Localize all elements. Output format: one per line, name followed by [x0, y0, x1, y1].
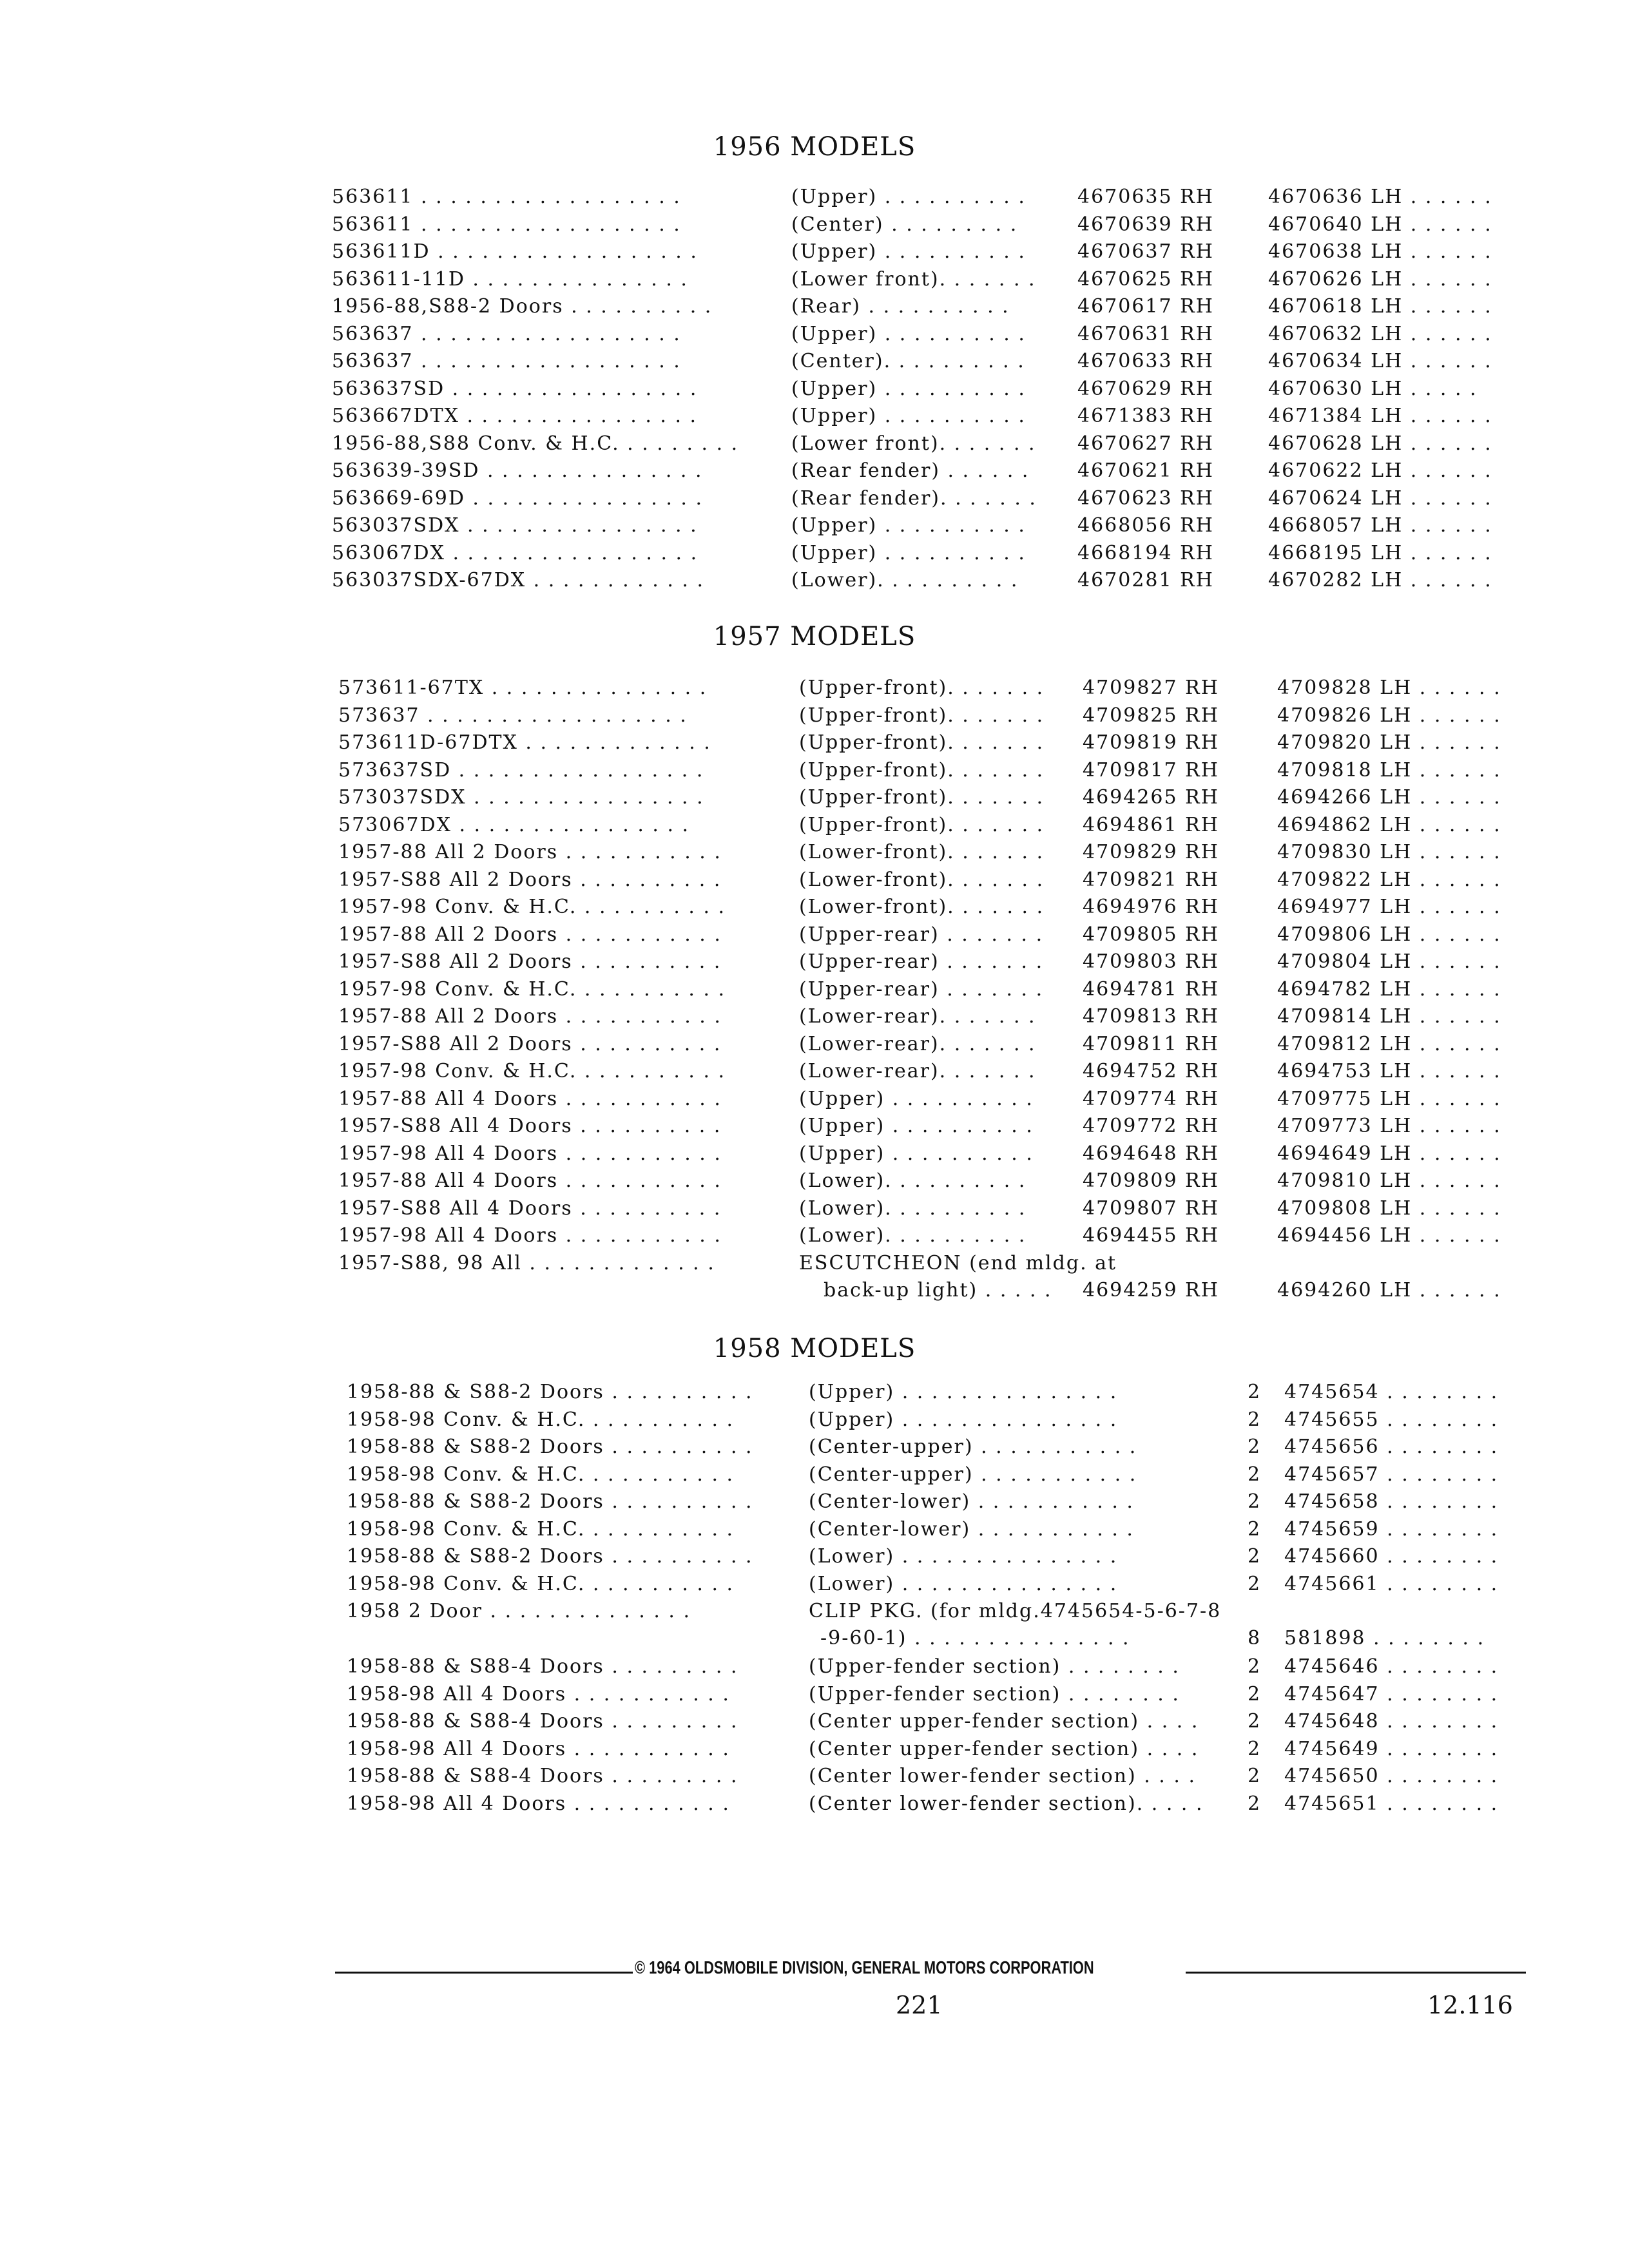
qty-cell: 2	[1248, 1463, 1262, 1486]
table-row	[0, 704, 1629, 732]
part-cell-continued: back-up light) . . . . .	[824, 1278, 1052, 1302]
model-cell: 1957-88 All 4 Doors . . . . . . . . . . .	[338, 1169, 722, 1192]
rh-cell: 4709803 RH	[1083, 950, 1219, 973]
part-cell: (Center) . . . . . . . . .	[791, 213, 1018, 236]
table-row	[0, 869, 1629, 896]
qty-cell: 8	[1248, 1627, 1262, 1649]
rh-cell: 4670639 RH	[1077, 213, 1214, 236]
lh-cell: 4670638 LH . . . . . .	[1268, 240, 1492, 263]
model-cell: 1957-S88 All 2 Doors . . . . . . . . . .	[338, 1032, 722, 1055]
table-row	[0, 1224, 1629, 1252]
model-cell: 1958-98 Conv. & H.C. . . . . . . . . . .	[347, 1572, 735, 1595]
table-row	[0, 786, 1629, 814]
lh-cell: 4670618 LH . . . . . .	[1268, 295, 1492, 318]
table-row	[0, 1060, 1629, 1088]
lh-cell: 4709818 LH . . . . . .	[1277, 758, 1501, 782]
model-cell: 1957-S88, 98 All . . . . . . . . . . . . .	[338, 1251, 715, 1274]
lh-cell: 4709828 LH . . . . . .	[1277, 677, 1501, 699]
qty-cell: 2	[1248, 1792, 1262, 1815]
part-cell: (Center upper-fender section) . . . .	[809, 1710, 1199, 1733]
part-cell: (Upper) . . . . . . . . . . . . . . .	[809, 1381, 1118, 1403]
model-cell: 1958-98 All 4 Doors . . . . . . . . . . .	[347, 1792, 730, 1815]
rh-cell: 4694648 RH	[1083, 1142, 1219, 1165]
part-cell: (Upper) . . . . . . . . . .	[791, 322, 1026, 345]
lh-cell: 4709808 LH . . . . . .	[1277, 1196, 1501, 1220]
section-code: 12.116	[1427, 1991, 1513, 2019]
table-row	[0, 1490, 1629, 1518]
model-cell: 1958 2 Door . . . . . . . . . . . . . .	[347, 1600, 691, 1622]
part-cell: ESCUTCHEON (end mldg. at	[799, 1251, 1117, 1274]
rh-cell: 4709821 RH	[1083, 868, 1219, 891]
qty-cell: 2	[1248, 1655, 1262, 1678]
lh-cell: 4709826 LH . . . . . .	[1277, 704, 1501, 727]
table-row	[0, 677, 1629, 704]
part-cell: (Upper-rear) . . . . . . .	[799, 977, 1044, 1001]
rh-cell: 4670631 RH	[1077, 322, 1214, 345]
lh-cell: 4709804 LH . . . . . .	[1277, 950, 1501, 973]
parts-table-1958	[0, 1381, 1629, 1820]
qty-cell: 2	[1248, 1408, 1262, 1431]
table-row	[0, 405, 1629, 432]
model-cell: 1958-98 All 4 Doors . . . . . . . . . . .	[347, 1682, 730, 1706]
table-row	[0, 432, 1629, 460]
model-cell: 1958-88 & S88-2 Doors . . . . . . . . . .	[347, 1436, 753, 1458]
parts-table-1957	[0, 677, 1629, 1307]
lh-cell: 4668195 LH . . . . . .	[1268, 541, 1492, 564]
model-cell: 1957-88 All 2 Doors . . . . . . . . . . .	[338, 841, 722, 863]
part-cell: (Lower-front). . . . . . .	[799, 896, 1045, 918]
model-cell: 1957-S88 All 2 Doors . . . . . . . . . .	[338, 950, 722, 973]
part-cell: (Upper-front). . . . . . .	[799, 677, 1045, 699]
part-cell: (Upper-front). . . . . . .	[799, 786, 1045, 809]
lh-cell: 4709814 LH . . . . . .	[1277, 1005, 1501, 1028]
rh-cell: 4709825 RH	[1083, 704, 1219, 727]
table-row	[0, 323, 1629, 351]
part-cell: (Rear fender) . . . . . .	[791, 459, 1030, 482]
footer-copyright: © 1964 OLDSMOBILE DIVISION, GENERAL MOTORS CORPORATION	[635, 1957, 1094, 1977]
model-cell: 1957-88 All 4 Doors . . . . . . . . . . .	[338, 1087, 722, 1110]
table-row	[0, 1738, 1629, 1765]
model-cell: 1957-S88 All 4 Doors . . . . . . . . . .	[338, 1196, 722, 1220]
part-cell: (Lower). . . . . . . . . .	[791, 569, 1019, 591]
table-row	[0, 1683, 1629, 1711]
qty-cell: 2	[1248, 1765, 1262, 1787]
rh-cell: 4709809 RH	[1083, 1169, 1219, 1192]
lh-cell: 4668057 LH . . . . . .	[1268, 514, 1492, 537]
part-cell: (Upper-rear) . . . . . . .	[799, 923, 1044, 946]
rh-cell: 4709811 RH	[1083, 1032, 1219, 1055]
num-cell: 4745655 . . . . . . . .	[1284, 1408, 1499, 1431]
part-cell: (Upper-front). . . . . . .	[799, 813, 1045, 836]
qty-cell: 2	[1248, 1737, 1262, 1760]
rh-cell: 4709827 RH	[1083, 677, 1219, 699]
part-cell: (Lower front). . . . . . .	[791, 432, 1036, 455]
table-row	[0, 1088, 1629, 1115]
rh-cell: 4709774 RH	[1083, 1087, 1219, 1110]
part-cell: (Upper) . . . . . . . . . .	[791, 541, 1026, 564]
footer-rule-right	[1186, 1972, 1526, 1974]
num-cell: 4745651 . . . . . . . .	[1284, 1792, 1499, 1815]
table-row	[0, 1408, 1629, 1436]
num-cell: 4745658 . . . . . . . .	[1284, 1490, 1499, 1513]
model-cell: 1957-98 Conv. & H.C. . . . . . . . . . .	[338, 1060, 726, 1082]
part-cell: (Upper) . . . . . . . . . .	[791, 405, 1026, 427]
part-cell: (Center-lower) . . . . . . . . . . .	[809, 1490, 1134, 1513]
model-cell: 563611-11D . . . . . . . . . . . . . . .	[332, 267, 688, 291]
lh-cell: 4670624 LH . . . . . .	[1268, 486, 1492, 510]
lh-cell: 4709830 LH . . . . . .	[1277, 841, 1501, 863]
lh-cell: 4670632 LH . . . . . .	[1268, 322, 1492, 345]
rh-cell: 4670621 RH	[1077, 459, 1214, 482]
table-row	[0, 1169, 1629, 1197]
part-cell: (Lower). . . . . . . . . .	[799, 1196, 1027, 1220]
table-row	[0, 378, 1629, 405]
table-row	[0, 1436, 1629, 1463]
table-row	[0, 1518, 1629, 1546]
rh-cell: 4694259 RH	[1083, 1278, 1219, 1302]
lh-cell: 4709773 LH . . . . . .	[1277, 1115, 1501, 1137]
part-cell: (Upper) . . . . . . . . . . . . . . .	[809, 1408, 1118, 1431]
num-cell: 4745647 . . . . . . . .	[1284, 1682, 1499, 1706]
lh-cell: 4694649 LH . . . . . .	[1277, 1142, 1501, 1165]
num-cell: 4745648 . . . . . . . .	[1284, 1710, 1499, 1733]
table-row	[0, 1252, 1629, 1307]
table-row	[0, 1792, 1629, 1820]
qty-cell: 2	[1248, 1710, 1262, 1733]
num-cell: 4745656 . . . . . . . .	[1284, 1436, 1499, 1458]
table-row	[0, 923, 1629, 951]
model-cell: 1958-88 & S88-2 Doors . . . . . . . . . .	[347, 1545, 753, 1568]
part-cell: CLIP PKG. (for mldg.4745654-5-6-7-8	[809, 1600, 1222, 1622]
table-row	[0, 295, 1629, 323]
model-cell: 1958-98 Conv. & H.C. . . . . . . . . . .	[347, 1408, 735, 1431]
model-cell: 573637 . . . . . . . . . . . . . . . . . .	[338, 704, 688, 727]
part-cell: (Upper-fender section) . . . . . . . .	[809, 1655, 1180, 1678]
num-cell: 4745650 . . . . . . . .	[1284, 1765, 1499, 1787]
part-cell: (Rear) . . . . . . . . . .	[791, 295, 1010, 318]
qty-cell: 2	[1248, 1517, 1262, 1541]
model-cell: 573611D-67DTX . . . . . . . . . . . . .	[338, 731, 711, 754]
table-row	[0, 950, 1629, 978]
part-cell: (Center-upper) . . . . . . . . . . .	[809, 1463, 1137, 1486]
part-cell: (Upper) . . . . . . . . . .	[799, 1087, 1034, 1110]
num-cell: 4745659 . . . . . . . .	[1284, 1517, 1499, 1541]
model-cell: 1957-98 All 4 Doors . . . . . . . . . . .	[338, 1224, 722, 1247]
num-cell: 581898 . . . . . . . .	[1284, 1627, 1485, 1649]
model-cell: 563667DTX . . . . . . . . . . . . . . . .	[332, 405, 698, 427]
model-cell: 1957-S88 All 4 Doors . . . . . . . . . .	[338, 1115, 722, 1137]
model-cell: 573037SDX . . . . . . . . . . . . . . . .	[338, 786, 704, 809]
model-cell: 563637SD . . . . . . . . . . . . . . . . .	[332, 377, 698, 400]
part-cell: (Center-upper) . . . . . . . . . . .	[809, 1436, 1137, 1458]
rh-cell: 4670635 RH	[1077, 186, 1214, 208]
part-cell: (Center-lower) . . . . . . . . . . .	[809, 1517, 1134, 1541]
lh-cell: 4709810 LH . . . . . .	[1277, 1169, 1501, 1192]
model-cell: 563611 . . . . . . . . . . . . . . . . . .	[332, 186, 681, 208]
section-title-1956: 1956 MODELS	[713, 132, 916, 162]
qty-cell: 2	[1248, 1572, 1262, 1595]
rh-cell: 4668194 RH	[1077, 541, 1214, 564]
lh-cell: 4694753 LH . . . . . .	[1277, 1060, 1501, 1082]
table-row	[0, 1573, 1629, 1600]
qty-cell: 2	[1248, 1436, 1262, 1458]
rh-cell: 4694976 RH	[1083, 896, 1219, 918]
table-row	[0, 731, 1629, 759]
lh-cell: 4670622 LH . . . . . .	[1268, 459, 1492, 482]
lh-cell: 4694266 LH . . . . . .	[1277, 786, 1501, 809]
table-row	[0, 1545, 1629, 1573]
lh-cell: 4670628 LH . . . . . .	[1268, 432, 1492, 455]
table-row	[0, 542, 1629, 570]
lh-cell: 4709812 LH . . . . . .	[1277, 1032, 1501, 1055]
part-cell: (Upper) . . . . . . . . . .	[791, 377, 1026, 400]
rh-cell: 4670637 RH	[1077, 240, 1214, 263]
part-cell: (Upper) . . . . . . . . . .	[791, 514, 1026, 537]
num-cell: 4745661 . . . . . . . .	[1284, 1572, 1499, 1595]
table-row	[0, 186, 1629, 213]
part-cell: (Rear fender). . . . . . .	[791, 486, 1037, 510]
qty-cell: 2	[1248, 1545, 1262, 1568]
rh-cell: 4668056 RH	[1077, 514, 1214, 537]
section-title-1957: 1957 MODELS	[713, 622, 916, 651]
part-cell: (Upper) . . . . . . . . . .	[791, 240, 1026, 263]
rh-cell: 4670617 RH	[1077, 295, 1214, 318]
table-row	[0, 1765, 1629, 1792]
part-cell: (Center lower-fender section). . . . .	[809, 1792, 1204, 1815]
model-cell: 563639-39SD . . . . . . . . . . . . . . .	[332, 459, 703, 482]
rh-cell: 4709772 RH	[1083, 1115, 1219, 1137]
model-cell: 1957-S88 All 2 Doors . . . . . . . . . .	[338, 868, 722, 891]
lh-cell: 4709822 LH . . . . . .	[1277, 868, 1501, 891]
rh-cell: 4694861 RH	[1083, 813, 1219, 836]
lh-cell: 4694862 LH . . . . . .	[1277, 813, 1501, 836]
model-cell: 563637 . . . . . . . . . . . . . . . . . .	[332, 322, 681, 345]
part-cell-continued: -9-60-1) . . . . . . . . . . . . . . .	[820, 1627, 1130, 1649]
page-number: 221	[896, 1991, 943, 2019]
num-cell: 4745649 . . . . . . . .	[1284, 1737, 1499, 1760]
rh-cell: 4709829 RH	[1083, 841, 1219, 863]
qty-cell: 2	[1248, 1381, 1262, 1403]
num-cell: 4745646 . . . . . . . .	[1284, 1655, 1499, 1678]
table-row	[0, 459, 1629, 487]
lh-cell: 4670636 LH . . . . . .	[1268, 186, 1492, 208]
table-row	[0, 1197, 1629, 1225]
model-cell: 563669-69D . . . . . . . . . . . . . . . .	[332, 486, 704, 510]
model-cell: 1956-88,S88-2 Doors . . . . . . . . . .	[332, 295, 713, 318]
rh-cell: 4709807 RH	[1083, 1196, 1219, 1220]
rh-cell: 4670633 RH	[1077, 350, 1214, 372]
num-cell: 4745660 . . . . . . . .	[1284, 1545, 1499, 1568]
qty-cell: 2	[1248, 1490, 1262, 1513]
rh-cell: 4670281 RH	[1077, 569, 1214, 591]
part-cell: (Upper) . . . . . . . . . .	[791, 186, 1026, 208]
lh-cell: 4670640 LH . . . . . .	[1268, 213, 1492, 236]
lh-cell: 4670626 LH . . . . . .	[1268, 267, 1492, 291]
rh-cell: 4709813 RH	[1083, 1005, 1219, 1028]
model-cell: 573637SD . . . . . . . . . . . . . . . . .	[338, 758, 704, 782]
table-row	[0, 1463, 1629, 1491]
part-cell: (Lower front). . . . . . .	[791, 267, 1036, 291]
table-row	[0, 213, 1629, 241]
section-title-1958: 1958 MODELS	[713, 1334, 916, 1363]
table-row	[0, 1710, 1629, 1738]
rh-cell: 4671383 RH	[1077, 405, 1214, 427]
qty-cell: 2	[1248, 1682, 1262, 1706]
model-cell: 573067DX . . . . . . . . . . . . . . . .	[338, 813, 690, 836]
model-cell: 563611D . . . . . . . . . . . . . . . . . .	[332, 240, 698, 263]
table-row	[0, 350, 1629, 378]
part-cell: (Upper-front). . . . . . .	[799, 731, 1045, 754]
part-cell: (Upper) . . . . . . . . . .	[799, 1115, 1034, 1137]
table-row	[0, 569, 1629, 597]
model-cell: 1958-88 & S88-4 Doors . . . . . . . . .	[347, 1655, 738, 1678]
lh-cell: 4694782 LH . . . . . .	[1277, 977, 1501, 1001]
part-cell: (Lower) . . . . . . . . . . . . . . .	[809, 1572, 1118, 1595]
part-cell: (Center). . . . . . . . . .	[791, 350, 1025, 372]
part-cell: (Lower-front). . . . . . .	[799, 841, 1045, 863]
part-cell: (Upper-fender section) . . . . . . . .	[809, 1682, 1180, 1706]
part-cell: (Upper-rear) . . . . . . .	[799, 950, 1044, 973]
table-row	[0, 841, 1629, 869]
model-cell: 1956-88,S88 Conv. & H.C. . . . . . . . .	[332, 432, 739, 455]
model-cell: 1958-98 Conv. & H.C. . . . . . . . . . .	[347, 1463, 735, 1486]
rh-cell: 4670629 RH	[1077, 377, 1214, 400]
rh-cell: 4670623 RH	[1077, 486, 1214, 510]
num-cell: 4745654 . . . . . . . .	[1284, 1381, 1499, 1403]
lh-cell: 4694260 LH . . . . . .	[1277, 1278, 1501, 1302]
table-row	[0, 978, 1629, 1006]
table-row	[0, 1115, 1629, 1142]
model-cell: 1957-98 Conv. & H.C. . . . . . . . . . .	[338, 977, 726, 1001]
rh-cell: 4694265 RH	[1083, 786, 1219, 809]
model-cell: 1958-88 & S88-2 Doors . . . . . . . . . .	[347, 1381, 753, 1403]
lh-cell: 4709820 LH . . . . . .	[1277, 731, 1501, 754]
lh-cell: 4694456 LH . . . . . .	[1277, 1224, 1501, 1247]
part-cell: (Lower-front). . . . . . .	[799, 868, 1045, 891]
rh-cell: 4694781 RH	[1083, 977, 1219, 1001]
table-row	[0, 759, 1629, 787]
part-cell: (Center upper-fender section) . . . .	[809, 1737, 1199, 1760]
model-cell: 573611-67TX . . . . . . . . . . . . . . .	[338, 677, 708, 699]
rh-cell: 4709805 RH	[1083, 923, 1219, 946]
num-cell: 4745657 . . . . . . . .	[1284, 1463, 1499, 1486]
table-row	[0, 514, 1629, 542]
lh-cell: 4694977 LH . . . . . .	[1277, 896, 1501, 918]
model-cell: 1958-88 & S88-4 Doors . . . . . . . . .	[347, 1710, 738, 1733]
table-row	[0, 1005, 1629, 1033]
model-cell: 1958-98 Conv. & H.C. . . . . . . . . . .	[347, 1517, 735, 1541]
table-row	[0, 814, 1629, 841]
table-row	[0, 1033, 1629, 1061]
model-cell: 1957-98 All 4 Doors . . . . . . . . . . .	[338, 1142, 722, 1165]
footer-rule-left	[335, 1972, 633, 1974]
table-row	[0, 1381, 1629, 1408]
model-cell: 563037SDX . . . . . . . . . . . . . . . .	[332, 514, 698, 537]
part-cell: (Lower-rear). . . . . . .	[799, 1060, 1036, 1082]
rh-cell: 4709817 RH	[1083, 758, 1219, 782]
table-row	[0, 1600, 1629, 1655]
rh-cell: 4670625 RH	[1077, 267, 1214, 291]
table-row	[0, 268, 1629, 296]
model-cell: 563637 . . . . . . . . . . . . . . . . . .	[332, 350, 681, 372]
table-row	[0, 240, 1629, 268]
model-cell: 1958-98 All 4 Doors . . . . . . . . . . .	[347, 1737, 730, 1760]
lh-cell: 4709775 LH . . . . . .	[1277, 1087, 1501, 1110]
table-row	[0, 487, 1629, 515]
rh-cell: 4670627 RH	[1077, 432, 1214, 455]
model-cell: 1958-88 & S88-4 Doors . . . . . . . . .	[347, 1765, 738, 1787]
part-cell: (Lower). . . . . . . . . .	[799, 1169, 1027, 1192]
lh-cell: 4671384 LH . . . . . .	[1268, 405, 1492, 427]
lh-cell: 4670630 LH . . . . .	[1268, 377, 1478, 400]
part-cell: (Center lower-fender section) . . . .	[809, 1765, 1196, 1787]
part-cell: (Lower). . . . . . . . . .	[799, 1224, 1027, 1247]
part-cell: (Lower-rear). . . . . . .	[799, 1032, 1036, 1055]
part-cell: (Upper-front). . . . . . .	[799, 704, 1045, 727]
model-cell: 563611 . . . . . . . . . . . . . . . . . .	[332, 213, 681, 236]
part-cell: (Upper-front). . . . . . .	[799, 758, 1045, 782]
model-cell: 1957-88 All 2 Doors . . . . . . . . . . .	[338, 923, 722, 946]
table-row	[0, 1142, 1629, 1170]
model-cell: 1957-88 All 2 Doors . . . . . . . . . . .	[338, 1005, 722, 1028]
lh-cell: 4709806 LH . . . . . .	[1277, 923, 1501, 946]
model-cell: 563067DX . . . . . . . . . . . . . . . . .	[332, 541, 699, 564]
lh-cell: 4670282 LH . . . . . .	[1268, 569, 1492, 591]
part-cell: (Upper) . . . . . . . . . .	[799, 1142, 1034, 1165]
model-cell: 1958-88 & S88-2 Doors . . . . . . . . . .	[347, 1490, 753, 1513]
part-cell: (Lower-rear). . . . . . .	[799, 1005, 1036, 1028]
rh-cell: 4709819 RH	[1083, 731, 1219, 754]
table-row	[0, 896, 1629, 923]
lh-cell: 4670634 LH . . . . . .	[1268, 350, 1492, 372]
parts-table-1956	[0, 186, 1629, 597]
rh-cell: 4694752 RH	[1083, 1060, 1219, 1082]
rh-cell: 4694455 RH	[1083, 1224, 1219, 1247]
model-cell: 563037SDX-67DX . . . . . . . . . . . .	[332, 569, 705, 591]
table-row	[0, 1655, 1629, 1683]
model-cell: 1957-98 Conv. & H.C. . . . . . . . . . .	[338, 896, 726, 918]
part-cell: (Lower) . . . . . . . . . . . . . . .	[809, 1545, 1118, 1568]
